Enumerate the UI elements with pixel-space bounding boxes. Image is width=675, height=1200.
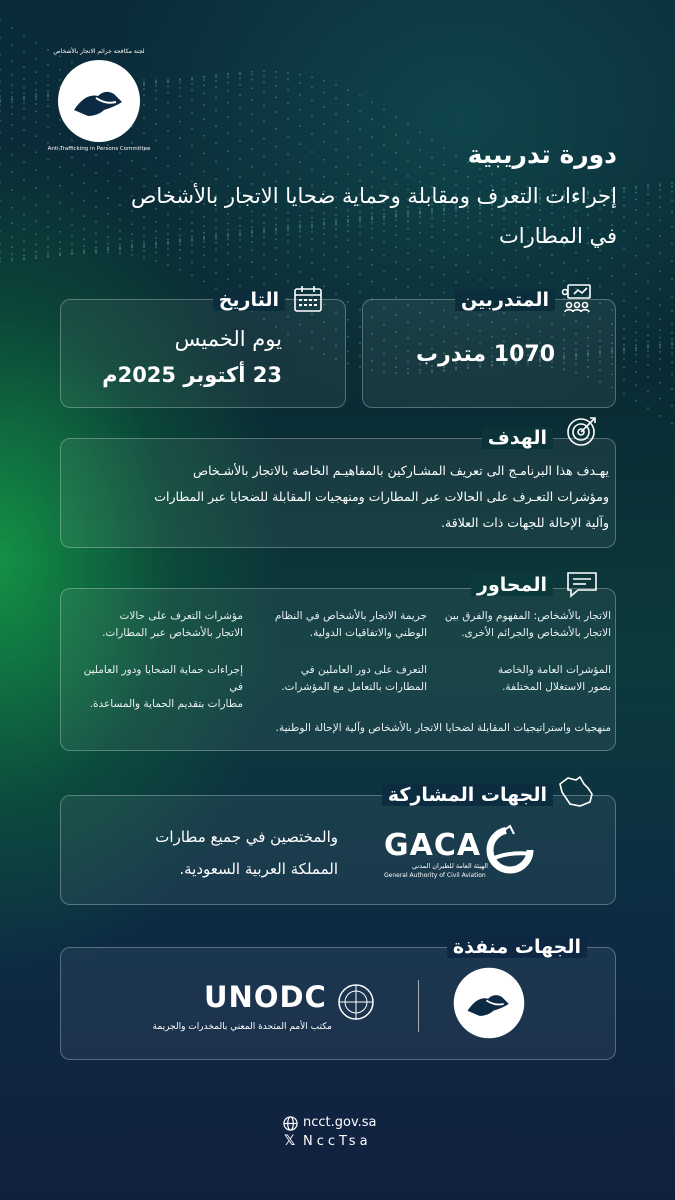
trainees-label: المتدربين xyxy=(455,289,555,311)
saudi-map-icon xyxy=(556,774,596,810)
trainees-count: 1070 متدرب xyxy=(416,342,555,367)
goal-line-2: ومؤشرات التعـرف على الحالات عبر المطارات ومنهجيات المقابلة للضحايا عبر المطارات xyxy=(154,489,609,504)
unodc-logo xyxy=(146,978,396,1038)
committee-logo xyxy=(47,48,151,152)
committee-logo-small xyxy=(452,966,526,1040)
axis-item-3 xyxy=(83,608,243,642)
calendar-icon xyxy=(293,285,323,313)
axis-item-6-line-2: مطارات بتقديم الحماية والمساعدة. xyxy=(89,698,243,710)
date-card xyxy=(60,299,346,408)
axis-item-5 xyxy=(257,662,427,696)
date-value: 23 أكتوبر 2025م xyxy=(102,363,282,387)
footer-handle[interactable]: NccTsa xyxy=(303,1134,372,1149)
axis-item-2-line-1: جريمة الاتجار بالأشخاص في النظام xyxy=(274,610,427,622)
axis-item-3-line-1: مؤشرات التعرف على حالات xyxy=(119,610,243,622)
gaca-logo xyxy=(384,822,536,882)
axis-item-6 xyxy=(73,662,243,713)
axis-item-1-line-2: الاتجار بالأشخاص والجرائم الأخرى. xyxy=(461,627,611,639)
footer-website[interactable]: ncct.gov.sa xyxy=(303,1115,377,1130)
handshake-icon xyxy=(56,58,142,144)
date-day: يوم الخميس xyxy=(174,327,282,351)
un-emblem-icon xyxy=(336,982,376,1022)
implementers-label: الجهات منفذة xyxy=(447,936,587,958)
axis-item-7: منهجيات واستراتيجيات المقابلة لضحايا الاتجار بالأشخاص وآلية الإحالة الوطنية. xyxy=(275,722,611,734)
unodc-ar-name: مكتب الأمم المتحدة المعني بالمخدرات والجريمة xyxy=(152,1022,332,1032)
axis-item-1 xyxy=(441,608,611,642)
x-icon: 𝕏 xyxy=(284,1133,296,1149)
axis-item-4-line-2: بصور الاستغلال المختلفة. xyxy=(502,681,611,693)
axes-label: المحاور xyxy=(471,574,553,596)
logo-text-ar: لجنة مكافحة جرائم الاتجار بالأشخاص xyxy=(53,48,145,55)
gaca-emblem-icon xyxy=(484,824,534,878)
logo-text-en: Anti-Trafficking in Persons Committee xyxy=(47,146,151,152)
axis-item-4-line-1: المؤشرات العامة والخاصة xyxy=(497,664,611,676)
participants-label: الجهات المشاركة xyxy=(382,784,553,806)
axis-item-2 xyxy=(257,608,427,642)
unodc-wordmark: UNODC xyxy=(204,980,327,1014)
trainees-icon xyxy=(560,283,594,313)
gaca-en-name: General Authority of Civil Aviation xyxy=(384,872,486,879)
course-title-line1: إجراءات التعرف ومقابلة وحماية ضحايا الاتجار بالأشخاص xyxy=(131,184,617,208)
axis-item-2-line-2: الوطني والاتفاقيات الدولية. xyxy=(309,627,427,639)
axis-item-5-line-2: المطارات بالتعامل مع المؤشرات. xyxy=(281,681,427,693)
participants-text-line2: المملكة العربية السعودية. xyxy=(179,860,338,878)
chat-icon xyxy=(566,570,598,598)
handshake-icon xyxy=(452,966,526,1040)
gaca-wordmark: GACA xyxy=(384,828,482,863)
participants-text-line1: والمختصين في جميع مطارات xyxy=(155,828,338,846)
logo-divider xyxy=(418,980,419,1032)
axis-item-1-line-1: الاتجار بالأشخاص: المفهوم والفرق بين xyxy=(444,610,611,622)
course-kicker: دورة تدريبية xyxy=(467,140,617,169)
gaca-ar-name: الهيئة العامة للطيران المدني xyxy=(411,862,488,870)
course-title-line2: في المطارات xyxy=(499,224,617,248)
goal-line-1: يهـدف هذا البرنامـج الى تعريف المشـاركين بالمفاهيـم الخاصة بالاتجار بالأشـخاص xyxy=(192,463,609,478)
axis-item-4 xyxy=(441,662,611,696)
globe-icon xyxy=(283,1116,298,1131)
goal-label: الهدف xyxy=(482,427,553,449)
target-icon xyxy=(565,414,599,448)
axis-item-5-line-1: التعرف على دور العاملين في xyxy=(300,664,427,676)
axis-item-3-line-2: الاتجار بالأشخاص عبر المطارات. xyxy=(102,627,243,639)
axis-item-6-line-1: إجراءات حماية الضحايا ودور العاملين في xyxy=(83,664,243,693)
date-label: التاريخ xyxy=(213,289,285,311)
goal-line-3: وآلية الإحالة للجهات ذات العلاقة. xyxy=(441,515,609,530)
